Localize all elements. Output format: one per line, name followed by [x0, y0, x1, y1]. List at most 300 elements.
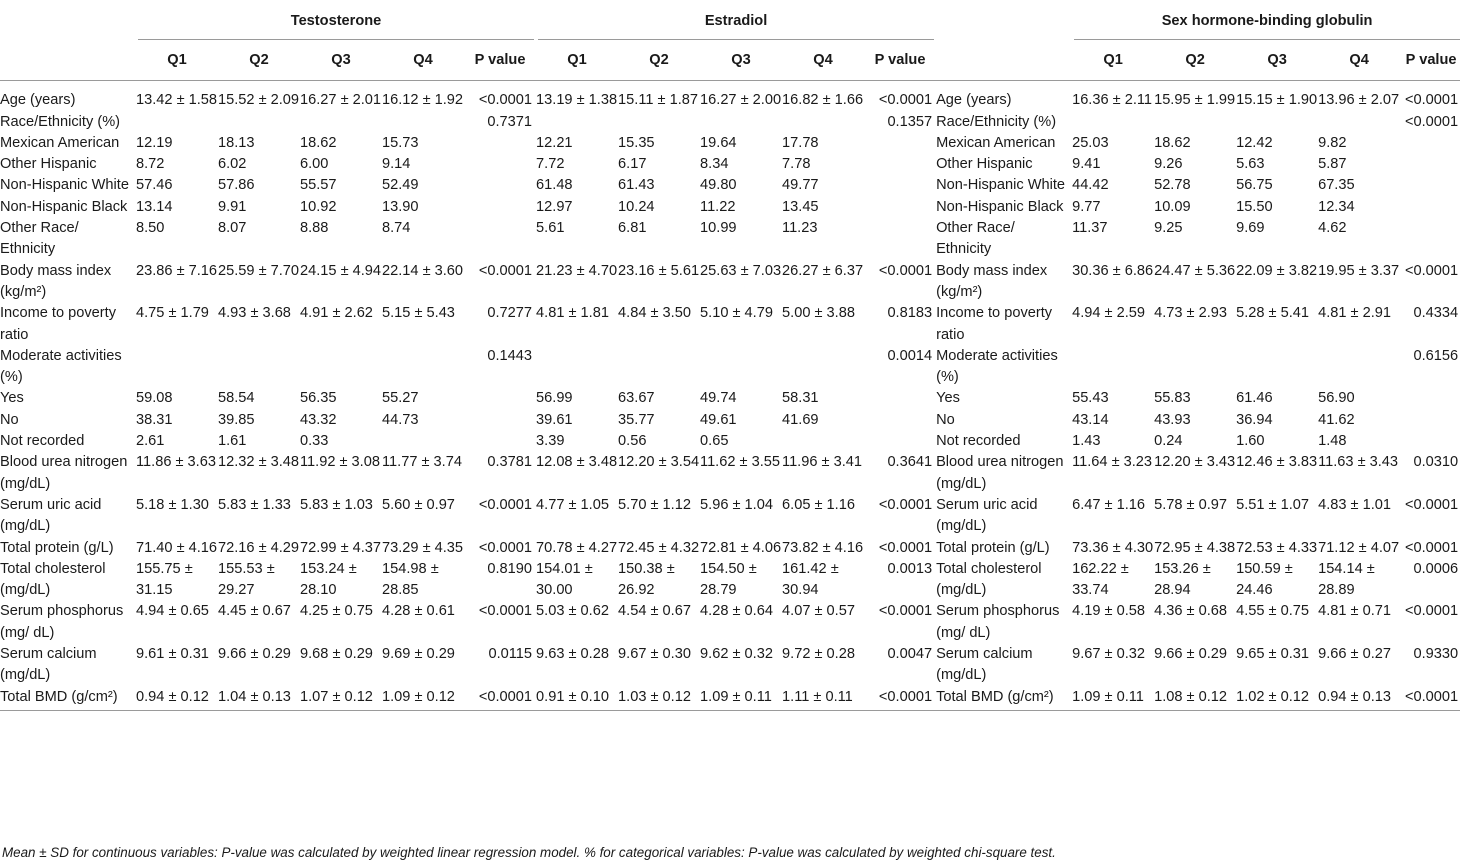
quartile-cell: 30.36 ± 6.86 — [1072, 262, 1154, 279]
footnote: Mean ± SD for continuous variables: P-value was calculated by weighted linear regression model. % for categorical variables: P-value was calculated by weighted chi-square test. — [2, 845, 1056, 860]
quartile-cell — [536, 346, 618, 389]
quartile-cell: 25.63 ± 7.03 — [700, 262, 782, 279]
quartile-cell — [782, 431, 864, 452]
quartile-cell: 1.02 ± 0.12 — [1236, 687, 1318, 711]
quartile-cell: 23.86 ± 7.16 — [136, 262, 218, 279]
quartile-cell — [382, 431, 464, 452]
quartile-cell: 6.17 — [618, 156, 647, 173]
quartile-cell: 16.12 ± 1.92 — [382, 92, 464, 109]
row-label: Body mass index (kg/m²) — [0, 262, 112, 300]
quartile-cell: 4.94 ± 0.65 — [136, 603, 209, 620]
p-value-cell: <0.0001 — [878, 603, 933, 620]
row-label: Total BMD (g/cm²) — [0, 687, 136, 711]
quartile-cell: 0.94 ± 0.13 — [1318, 687, 1400, 711]
table-row — [0, 346, 1460, 389]
quartile-cell: 4.94 ± 2.59 — [1072, 305, 1146, 322]
quartile-cell: 6.81 — [618, 220, 647, 237]
row-label-repeat: Moderate activities (%) — [936, 347, 1058, 386]
p-value-cell: <0.0001 — [478, 496, 533, 513]
quartile-cell: 4.28 ± 0.64 — [700, 603, 773, 620]
row-label: Income to poverty ratio — [0, 305, 116, 343]
row-label-repeat: Race/Ethnicity (%) — [936, 113, 1057, 130]
p-value-cell — [464, 133, 536, 154]
quartile-cell: 72.16 ± 4.29 — [218, 539, 300, 556]
quartile-cell: 16.27 ± 2.00 — [700, 92, 782, 109]
row-label-repeat: Total cholesterol (mg/dL) — [936, 560, 1042, 599]
quartile-cell: 0.91 ± 0.10 — [536, 687, 618, 711]
p-value-cell — [1400, 388, 1460, 409]
quartile-cell — [136, 346, 218, 389]
quartile-cell: 10.24 — [618, 198, 655, 215]
quartile-cell: 1.09 ± 0.12 — [382, 687, 464, 711]
quartile-cell: 9.62 ± 0.32 — [700, 646, 773, 663]
quartile-cell: 49.74 — [700, 390, 737, 407]
row-label: Non-Hispanic Black — [0, 198, 128, 215]
quartile-cell: 9.25 — [1154, 220, 1183, 237]
p-value-cell: 0.1443 — [487, 347, 533, 364]
quartile-cell: 4.93 ± 3.68 — [218, 305, 291, 322]
p-value-cell — [464, 431, 536, 452]
quartile-cell: 12.32 ± 3.48 — [218, 454, 300, 471]
quartile-cell: 10.09 — [1154, 198, 1191, 215]
p-value-cell: 0.0115 — [488, 646, 533, 663]
quartile-cell: 15.50 — [1236, 198, 1273, 215]
row-label: Yes — [0, 390, 24, 407]
table-row — [0, 601, 1460, 644]
quartile-cell: 5.83 ± 1.33 — [218, 496, 291, 513]
quartile-cell: 11.86 ± 3.63 — [136, 454, 216, 471]
row-label-repeat: Total protein (g/L) — [936, 539, 1050, 556]
p-value-cell — [864, 431, 936, 452]
quartile-cell: 9.63 ± 0.28 — [536, 646, 609, 663]
quartile-cell: 154.01 ± 30.00 — [536, 560, 593, 599]
row-label-repeat: Income to poverty ratio — [936, 305, 1053, 343]
quartile-cell: 43.93 — [1154, 411, 1191, 428]
quartile-cell — [1236, 112, 1318, 133]
quartile-cell: 5.00 ± 3.88 — [782, 305, 855, 322]
quartile-cell: 70.78 ± 4.27 — [536, 539, 618, 556]
quartile-cell: 5.03 ± 0.62 — [536, 603, 609, 620]
quartile-cell: 155.75 ± 31.15 — [136, 560, 193, 599]
subheader-e-p-value: P value — [864, 40, 936, 81]
quartile-cell: 5.78 ± 0.97 — [1154, 496, 1228, 513]
row-label: Other Race/ Ethnicity — [0, 220, 79, 258]
quartile-cell: 58.54 — [218, 390, 255, 407]
row-label-repeat: No — [936, 411, 955, 428]
quartile-cell: 4.19 ± 0.58 — [1072, 603, 1146, 620]
quartile-cell: 15.73 — [382, 134, 419, 151]
p-value-cell: <0.0001 — [1404, 262, 1459, 279]
p-value-cell — [864, 175, 936, 196]
quartile-cell: 12.20 ± 3.54 — [618, 454, 700, 471]
quartile-cell — [218, 112, 300, 133]
quartile-cell: 25.59 ± 7.70 — [218, 262, 300, 279]
quartile-cell: 15.52 ± 2.09 — [218, 92, 300, 109]
table-row — [0, 687, 1460, 711]
quartile-cell — [782, 112, 864, 133]
subheader-t-q4: Q4 — [382, 40, 464, 81]
quartile-cell — [1236, 346, 1318, 389]
table-row — [0, 495, 1460, 538]
quartile-cell: 150.59 ± 24.46 — [1236, 560, 1293, 599]
p-value-cell — [864, 154, 936, 175]
p-value-cell: 0.3781 — [487, 454, 533, 471]
p-value-cell — [864, 410, 936, 431]
p-value-cell — [464, 154, 536, 175]
quartile-cell: 9.72 ± 0.28 — [782, 646, 855, 663]
quartile-cell: 0.24 — [1154, 433, 1183, 450]
quartile-cell: 13.42 ± 1.58 — [136, 92, 218, 109]
quartile-cell: 1.03 ± 0.12 — [618, 687, 700, 711]
quartile-cell: 11.64 ± 3.23 — [1072, 454, 1153, 471]
p-value-cell: <0.0001 — [1400, 687, 1460, 711]
subheader-s-q4: Q4 — [1318, 40, 1400, 81]
quartile-cell: 55.57 — [300, 177, 337, 194]
quartile-cell: 4.81 ± 0.71 — [1318, 603, 1392, 620]
quartile-cell: 9.65 ± 0.31 — [1236, 646, 1310, 663]
quartile-cell: 55.27 — [382, 390, 419, 407]
quartile-cell: 154.98 ± 28.85 — [382, 560, 439, 599]
row-label: Moderate activities (%) — [0, 347, 122, 386]
p-value-cell: 0.8183 — [887, 305, 933, 322]
subheader-s-q3: Q3 — [1236, 40, 1318, 81]
quartile-cell: 1.07 ± 0.12 — [300, 687, 382, 711]
quartile-cell: 72.99 ± 4.37 — [300, 539, 382, 556]
table-row — [0, 410, 1460, 431]
quartile-cell: 1.43 — [1072, 433, 1101, 450]
quartile-cell: 5.96 ± 1.04 — [700, 496, 773, 513]
quartile-cell: 11.63 ± 3.43 — [1318, 454, 1399, 471]
p-value-cell: <0.0001 — [1404, 539, 1459, 556]
table-row — [0, 559, 1460, 602]
quartile-cell: 16.27 ± 2.01 — [300, 92, 382, 109]
table-row — [0, 452, 1460, 495]
quartile-cell: 11.23 — [782, 220, 818, 237]
quartile-cell: 5.61 — [536, 220, 565, 237]
table-row — [0, 197, 1460, 218]
p-value-cell — [464, 218, 536, 261]
quartile-cell: 12.97 — [536, 198, 573, 215]
quartile-cell: 9.67 ± 0.30 — [618, 646, 691, 663]
subheader-blank — [936, 40, 1072, 81]
quartile-cell: 57.86 — [218, 177, 255, 194]
quartile-cell: 73.29 ± 4.35 — [382, 539, 464, 556]
p-value-cell — [1400, 197, 1460, 218]
quartile-cell: 4.91 ± 2.62 — [300, 305, 373, 322]
quartile-cell: 4.07 ± 0.57 — [782, 603, 855, 620]
quartile-cell: 61.48 — [536, 177, 573, 194]
p-value-cell: 0.8190 — [487, 560, 533, 577]
table-row — [0, 431, 1460, 452]
quartile-cell: 18.62 — [1154, 134, 1191, 151]
row-label: Age (years) — [0, 92, 76, 109]
p-value-cell: <0.0001 — [864, 687, 936, 711]
p-value-cell: <0.0001 — [464, 687, 536, 711]
row-label-repeat: Mexican American — [936, 134, 1056, 151]
quartile-cell: 162.22 ± 33.74 — [1072, 560, 1129, 599]
p-value-cell — [864, 388, 936, 409]
quartile-cell: 1.60 — [1236, 433, 1265, 450]
quartile-cell: 17.78 — [782, 134, 819, 151]
quartile-cell: 11.92 ± 3.08 — [300, 454, 380, 471]
quartile-cell: 24.15 ± 4.94 — [300, 262, 382, 279]
quartile-cell — [136, 112, 218, 133]
subheader-blank — [0, 40, 136, 81]
quartile-cell: 5.63 — [1236, 156, 1265, 173]
quartile-cell: 4.25 ± 0.75 — [300, 603, 373, 620]
p-value-cell: 0.6156 — [1413, 347, 1459, 364]
quartile-cell: 22.14 ± 3.60 — [382, 262, 464, 279]
quartile-cell: 12.20 ± 3.43 — [1154, 454, 1236, 471]
subheader-e-q3: Q3 — [700, 40, 782, 81]
quartile-cell: 8.50 — [136, 220, 165, 237]
quartile-cell: 11.77 ± 3.74 — [382, 454, 462, 471]
quartile-cell: 72.53 ± 4.33 — [1236, 539, 1318, 556]
quartile-cell: 25.03 — [1072, 134, 1109, 151]
row-label: Mexican American — [0, 134, 120, 151]
quartile-cell: 154.14 ± 28.89 — [1318, 560, 1375, 599]
quartile-cell: 9.41 — [1072, 156, 1101, 173]
subheader-s-q2: Q2 — [1154, 40, 1236, 81]
row-label: No — [0, 411, 19, 428]
row-label-repeat: Total BMD (g/cm²) — [936, 687, 1072, 711]
row-label-repeat: Serum phosphorus (mg/ dL) — [936, 603, 1060, 641]
quartile-cell — [1154, 346, 1236, 389]
quartile-cell: 10.92 — [300, 198, 337, 215]
p-value-cell: <0.0001 — [1404, 92, 1459, 109]
quartile-cell: 11.96 ± 3.41 — [782, 454, 862, 471]
subheader-e-q1: Q1 — [536, 40, 618, 81]
quartile-cell: 4.83 ± 1.01 — [1318, 496, 1392, 513]
p-value-cell: 0.3641 — [887, 454, 933, 471]
quartile-cell — [1318, 112, 1400, 133]
quartile-cell: 1.61 — [218, 433, 247, 450]
quartile-cell: 13.96 ± 2.07 — [1318, 92, 1400, 109]
p-value-cell — [864, 133, 936, 154]
quartile-cell: 61.43 — [618, 177, 655, 194]
row-label: Total protein (g/L) — [0, 539, 114, 556]
quartile-cell: 155.53 ± 29.27 — [218, 560, 275, 599]
quartile-cell: 7.78 — [782, 156, 811, 173]
group-header-shbg: Sex hormone-binding globulin — [1074, 0, 1460, 40]
quartile-cell: 1.48 — [1318, 433, 1347, 450]
quartile-cell: 11.22 — [700, 198, 736, 215]
p-value-cell: <0.0001 — [478, 603, 533, 620]
group-header-testosterone: Testosterone — [138, 0, 534, 40]
quartile-cell — [300, 346, 382, 389]
row-label-repeat: Body mass index (kg/m²) — [936, 262, 1048, 300]
table-row — [0, 133, 1460, 154]
quartile-cell: 15.15 ± 1.90 — [1236, 92, 1318, 109]
subheader-s-q1: Q1 — [1072, 40, 1154, 81]
quartile-cell: 56.35 — [300, 390, 337, 407]
table-row — [0, 538, 1460, 559]
quartile-cell: 1.09 ± 0.11 — [1072, 687, 1154, 711]
quartile-cell: 73.82 ± 4.16 — [782, 539, 864, 556]
group-header-estradiol: Estradiol — [538, 0, 934, 40]
quartile-cell: 72.45 ± 4.32 — [618, 539, 700, 556]
row-label-repeat: Not recorded — [936, 433, 1021, 450]
row-label: Not recorded — [0, 433, 85, 450]
quartile-cell: 8.74 — [382, 220, 411, 237]
quartile-cell: 4.55 ± 0.75 — [1236, 603, 1310, 620]
quartile-cell: 12.34 — [1318, 198, 1355, 215]
quartile-cell: 4.77 ± 1.05 — [536, 496, 609, 513]
row-label: Total cholesterol (mg/dL) — [0, 560, 106, 599]
quartile-cell: 1.04 ± 0.13 — [218, 687, 300, 711]
quartile-cell: 73.36 ± 4.30 — [1072, 539, 1154, 556]
quartile-cell: 161.42 ± 30.94 — [782, 560, 839, 599]
quartile-cell: 56.75 — [1236, 177, 1273, 194]
quartile-cell: 11.62 ± 3.55 — [700, 454, 780, 471]
quartile-cell: 13.19 ± 1.38 — [536, 92, 618, 109]
quartile-cell: 1.11 ± 0.11 — [782, 687, 864, 711]
row-label-repeat: Serum uric acid (mg/dL) — [936, 496, 1038, 535]
p-value-cell: <0.0001 — [878, 496, 933, 513]
quartile-cell: 8.88 — [300, 220, 329, 237]
p-value-cell: <0.0001 — [878, 539, 933, 556]
row-label: Non-Hispanic White — [0, 177, 129, 194]
quartile-cell: 4.62 — [1318, 220, 1347, 237]
quartile-cell: 153.26 ± 28.94 — [1154, 560, 1211, 599]
quartile-cell: 4.81 ± 2.91 — [1318, 305, 1392, 322]
p-value-cell — [464, 175, 536, 196]
quartile-cell: 49.80 — [700, 177, 737, 194]
quartile-cell — [618, 346, 700, 389]
table-row — [0, 261, 1460, 304]
p-value-cell: <0.0001 — [878, 92, 933, 109]
quartile-cell: 5.60 ± 0.97 — [382, 496, 455, 513]
p-value-cell: 0.0047 — [887, 646, 933, 663]
group-header-row — [0, 0, 1460, 40]
quartile-cell: 6.47 ± 1.16 — [1072, 496, 1146, 513]
table-row — [0, 388, 1460, 409]
row-label: Other Hispanic — [0, 156, 97, 173]
quartile-cell: 5.15 ± 5.43 — [382, 305, 455, 322]
quartile-cell: 23.16 ± 5.61 — [618, 262, 700, 279]
quartile-cell: 0.65 — [700, 433, 729, 450]
p-value-cell: 0.0014 — [887, 347, 933, 364]
quartile-cell: 71.12 ± 4.07 — [1318, 539, 1400, 556]
row-label: Serum uric acid (mg/dL) — [0, 496, 102, 535]
quartile-cell: 49.61 — [700, 411, 737, 428]
quartile-cell: 24.47 ± 5.36 — [1154, 262, 1236, 279]
quartile-cell: 72.81 ± 4.06 — [700, 539, 782, 556]
row-label-repeat: Serum calcium (mg/dL) — [936, 646, 1033, 684]
table-row — [0, 81, 1460, 112]
row-label-repeat: Non-Hispanic Black — [936, 198, 1064, 215]
quartile-cell: 55.83 — [1154, 390, 1191, 407]
quartile-cell — [700, 112, 782, 133]
quartile-cell: 2.61 — [136, 433, 165, 450]
p-value-cell — [1400, 410, 1460, 431]
quartile-cell: 72.95 ± 4.38 — [1154, 539, 1236, 556]
p-value-cell — [1400, 154, 1460, 175]
subheader-e-q4: Q4 — [782, 40, 864, 81]
row-label-repeat: Blood urea nitrogen (mg/dL) — [936, 454, 1064, 492]
subheader-t-q2: Q2 — [218, 40, 300, 81]
quartile-cell: 56.99 — [536, 390, 573, 407]
quartile-cell: 58.31 — [782, 390, 819, 407]
subheader-s-p-value: P value — [1400, 40, 1460, 81]
quartile-cell: 9.91 — [218, 198, 247, 215]
p-value-cell — [464, 388, 536, 409]
quartile-cell: 0.56 — [618, 433, 647, 450]
quartile-cell: 12.21 — [536, 134, 573, 151]
quartile-cell: 35.77 — [618, 411, 655, 428]
quartile-cell — [536, 112, 618, 133]
p-value-cell: 0.9330 — [1413, 646, 1459, 663]
row-label: Serum calcium (mg/dL) — [0, 646, 97, 684]
quartile-cell: 7.72 — [536, 156, 565, 173]
quartile-cell: 154.50 ± 28.79 — [700, 560, 757, 599]
quartile-cell — [700, 346, 782, 389]
quartile-cell: 36.94 — [1236, 411, 1273, 428]
quartile-cell: 41.69 — [782, 411, 819, 428]
quartile-cell: 21.23 ± 4.70 — [536, 262, 618, 279]
subheader-t-p-value: P value — [464, 40, 536, 81]
subheader-e-q2: Q2 — [618, 40, 700, 81]
quartile-cell: 49.77 — [782, 177, 819, 194]
table-row — [0, 303, 1460, 346]
p-value-cell: 0.7277 — [487, 305, 533, 322]
p-value-cell: 0.1357 — [887, 113, 933, 130]
quartile-cell: 5.10 ± 4.79 — [700, 305, 773, 322]
quartile-cell: 4.81 ± 1.81 — [536, 305, 609, 322]
quartile-cell: 9.14 — [382, 156, 411, 173]
quartile-cell: 9.69 — [1236, 220, 1265, 237]
subheader-t-q3: Q3 — [300, 40, 382, 81]
row-label: Race/Ethnicity (%) — [0, 113, 121, 130]
quartile-cell: 9.66 ± 0.27 — [1318, 646, 1392, 663]
quartile-cell: 57.46 — [136, 177, 173, 194]
table-row — [0, 112, 1460, 133]
p-value-cell: 0.0310 — [1413, 454, 1459, 471]
quartile-cell: 1.09 ± 0.11 — [700, 687, 782, 711]
quartile-cell: 61.46 — [1236, 390, 1273, 407]
row-label: Serum phosphorus (mg/ dL) — [0, 603, 124, 641]
p-value-cell: 0.0006 — [1413, 560, 1459, 577]
quartile-cell: 16.36 ± 2.11 — [1072, 92, 1153, 109]
quartile-cell: 5.18 ± 1.30 — [136, 496, 209, 513]
row-label-repeat: Yes — [936, 390, 960, 407]
quartile-cell: 44.42 — [1072, 177, 1109, 194]
row-label-repeat: Age (years) — [936, 92, 1012, 109]
quartile-cell — [382, 346, 464, 389]
quartile-cell: 4.28 ± 0.61 — [382, 603, 455, 620]
p-value-cell: 0.4334 — [1413, 305, 1459, 322]
quartile-cell: 3.39 — [536, 433, 565, 450]
p-value-cell: <0.0001 — [1404, 113, 1459, 130]
quartile-cell: 10.99 — [700, 220, 737, 237]
row-label: Blood urea nitrogen (mg/dL) — [0, 454, 128, 492]
table-row — [0, 644, 1460, 687]
quartile-cell: 26.27 ± 6.37 — [782, 262, 864, 279]
p-value-cell: 0.7371 — [487, 113, 533, 130]
quartile-cell — [218, 346, 300, 389]
table-row — [0, 154, 1460, 175]
quartile-cell: 9.82 — [1318, 134, 1347, 151]
table-row — [0, 175, 1460, 196]
p-value-cell: <0.0001 — [478, 262, 533, 279]
quartile-cell: 12.46 ± 3.83 — [1236, 454, 1318, 471]
row-label-repeat: Other Hispanic — [936, 156, 1033, 173]
quartile-cell: 41.62 — [1318, 411, 1355, 428]
quartile-cell: 9.66 ± 0.29 — [1154, 646, 1228, 663]
p-value-cell — [864, 218, 936, 261]
quartile-cell: 8.72 — [136, 156, 165, 173]
quartile-cell: 150.38 ± 26.92 — [618, 560, 675, 599]
